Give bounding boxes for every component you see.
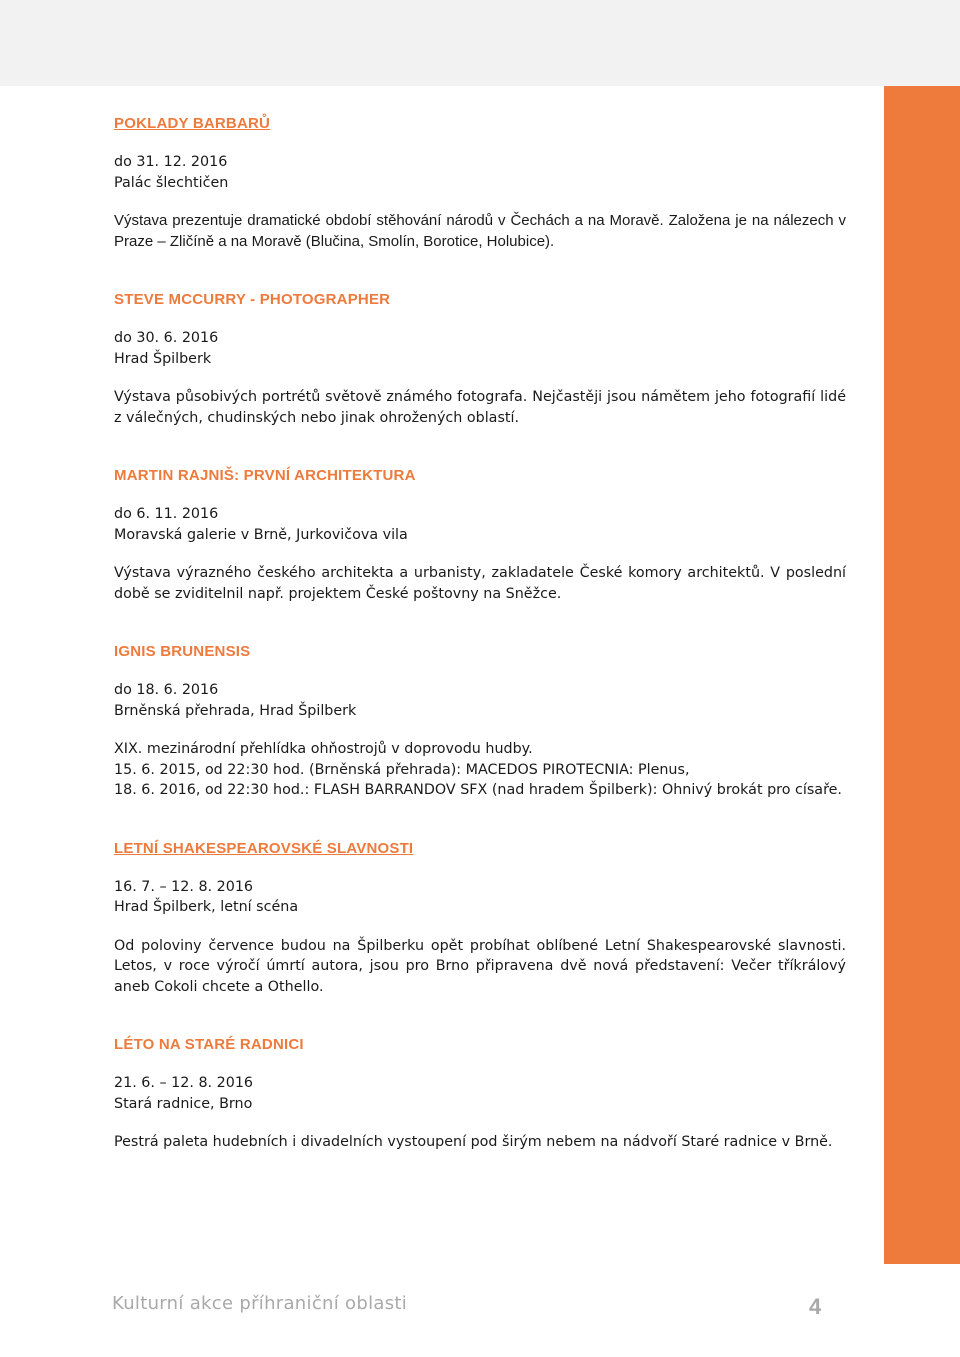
event-description-line: XIX. mezinárodní přehlídka ohňostrojů v doprovodu hudby. bbox=[114, 741, 533, 757]
event-title: LETNÍ SHAKESPEAROVSKÉ SLAVNOSTI bbox=[114, 839, 414, 857]
event-venue: Hrad Špilberk, letní scéna bbox=[114, 899, 299, 915]
event-date: do 31. 12. 2016 bbox=[114, 154, 228, 170]
event-title: MARTIN RAJNIŠ: PRVNÍ ARCHITEKTURA bbox=[114, 467, 416, 484]
event-description-line: 15. 6. 2015, od 22:30 hod. (Brněnská přehrada): MACEDOS PIROTECNIA: Plenus, bbox=[114, 761, 690, 778]
event-date: do 30. 6. 2016 bbox=[114, 330, 219, 346]
page-number: 4 bbox=[809, 1294, 822, 1319]
footer-label: Kulturní akce příhraniční oblasti bbox=[112, 1293, 408, 1314]
event-section bbox=[114, 642, 846, 801]
event-title: STEVE MCCURRY - PHOTOGRAPHER bbox=[114, 291, 391, 308]
event-section bbox=[114, 114, 846, 252]
side-accent-bar bbox=[884, 86, 960, 1264]
event-section bbox=[114, 1035, 846, 1153]
event-description: Výstava prezentuje dramatické období stěhování národů v Čechách a na Moravě. Založena je na nálezech v Praze – Zličíně a na Moravě (Blučina, Smolín, Borotice, Holubice). bbox=[114, 212, 846, 250]
event-date: do 6. 11. 2016 bbox=[114, 506, 219, 522]
event-venue: Hrad Špilberk bbox=[114, 350, 212, 367]
page-content bbox=[114, 114, 846, 1153]
event-description-line: 18. 6. 2016, od 22:30 hod.: FLASH BARRANDOV SFX (nad hradem Špilberk): Ohnivý brokát pro císaře. bbox=[114, 782, 842, 798]
event-venue: Brněnská přehrada, Hrad Špilberk bbox=[114, 702, 357, 719]
event-venue: Palác šlechtičen bbox=[114, 174, 229, 191]
event-title: LÉTO NA STARÉ RADNICI bbox=[114, 1036, 304, 1053]
event-section bbox=[114, 290, 846, 428]
event-venue: Moravská galerie v Brně, Jurkovičova vila bbox=[114, 526, 408, 543]
event-description: Pestrá paleta hudebních i divadelních vystoupení pod širým nebem na nádvoří Staré radnice v Brně. bbox=[114, 1134, 833, 1150]
event-description: Výstava výrazného českého architekta a urbanisty, zakladatele České komory architektů. V poslední době se zviditelnil např. projektem České poštovny na Sněžce. bbox=[114, 565, 846, 602]
event-venue: Stará radnice, Brno bbox=[114, 1095, 253, 1112]
event-date: 16. 7. – 12. 8. 2016 bbox=[114, 878, 254, 895]
event-section bbox=[114, 466, 846, 604]
event-date: 21. 6. – 12. 8. 2016 bbox=[114, 1075, 254, 1091]
event-title: IGNIS BRUNENSIS bbox=[114, 643, 251, 660]
event-date: do 18. 6. 2016 bbox=[114, 682, 219, 698]
event-title: POKLADY BARBARŮ bbox=[114, 115, 271, 132]
header-band bbox=[0, 0, 960, 86]
event-description: Od poloviny července budou na Špilberku opět probíhat oblíbené Letní Shakespearovské slavnosti. Letos, v roce výročí úmrtí autora, jsou pro Brno připravena dvě nová představení: Večer tříkrálový aneb Cokoli chcete a Othello. bbox=[114, 937, 846, 995]
event-description: Výstava působivých portrétů světově známého fotografa. Nejčastěji jsou námětem jeho fotografií lidé z válečných, chudinských nebo jinak ohrožených oblastí. bbox=[114, 389, 846, 426]
event-section bbox=[114, 839, 846, 998]
